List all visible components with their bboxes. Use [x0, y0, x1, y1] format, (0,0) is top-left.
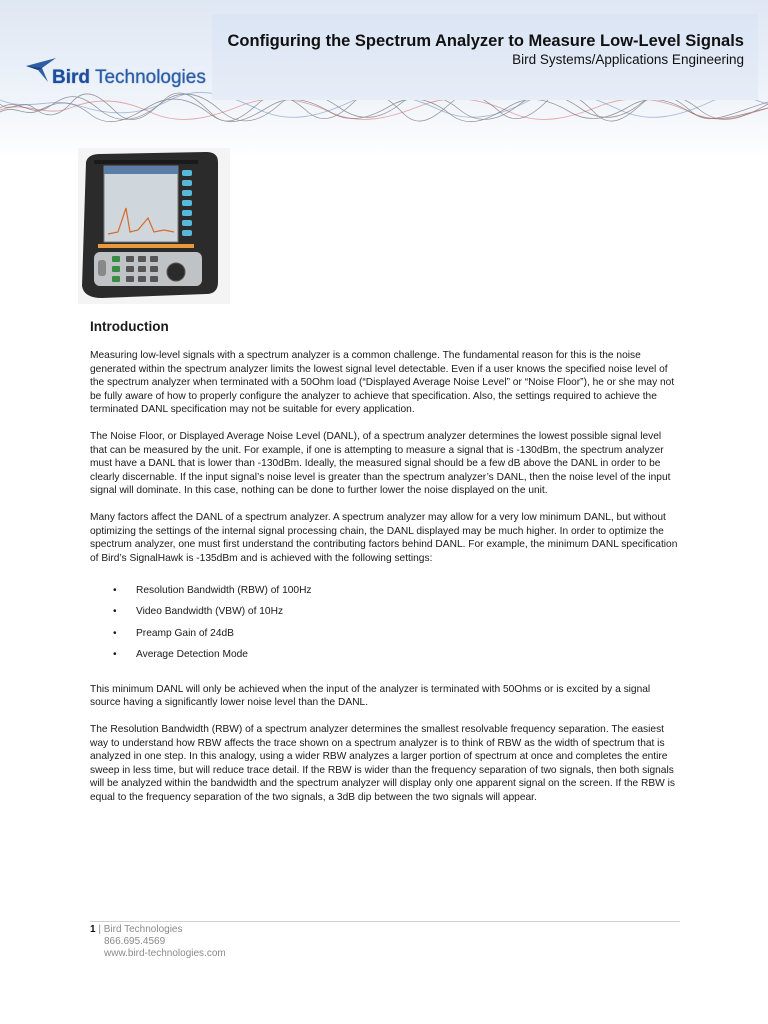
footer-divider [90, 921, 680, 922]
document-title: Configuring the Spectrum Analyzer to Measure Low-Level Signals [227, 32, 744, 50]
paragraph: The Noise Floor, or Displayed Average Noise Level (DANL), of a spectrum analyzer determines the lowest possible signal level that can be measured by the unit. For example, if one is attempting to measure a signal that is -130dBm, the spectrum analyzer must have a DANL that is lower than -130dBm. Ideally, the measured signal should be a few dB above the DANL in order to be clearly discernable. If the input signal’s noise level is greater than the spectrum analyzer’s DANL, then the noise level of the input signal will dominate. In this case, nothing can be done to further lower the noise displayed on the unit. [90, 431, 671, 496]
list-item-text: Average Detection Mode [136, 648, 248, 660]
footer-separator: | [98, 924, 101, 935]
logo-word-bird: Bird [52, 67, 90, 88]
paragraph: Measuring low-level signals with a spectrum analyzer is a common challenge. The fundamental reason for this is the noise generated within the spectrum analyzer limits the lowest signal level detectable. Even if a user knows the specified noise level of the spectrum analyzer when terminated with a 50Ohm load (“Displayed Average Noise Level” or “Noise Floor”), he or she may not be fully aware of how to properly configure the analyzer to achieve that specification. Also, the settings required to achieve the terminated DANL specification may not be suitable for every application. [90, 350, 675, 415]
paragraph: Many factors affect the DANL of a spectrum analyzer. A spectrum analyzer may allow for a very low minimum DANL, but without optimizing the settings of the internal signal processing chain, the DANL displayed may be much higher. In order to optimize the spectrum analyzer, one must first understand the contributing factors behind DANL. For example, the minimum DANL specification of Bird’s SignalHawk is -135dBm and is achieved with the following settings: [90, 512, 678, 564]
paragraph: This minimum DANL will only be achieved when the input of the analyzer is terminated with 50Ohms or is excited by a signal source having a significantly lower noise level than the DANL. [90, 683, 651, 709]
list-item-text: Preamp Gain of 24dB [136, 627, 234, 639]
list-item [90, 605, 680, 626]
bird-technologies-logo [24, 56, 204, 92]
document-body [90, 318, 680, 818]
document-subtitle: Bird Systems/Applications Engineering [512, 52, 744, 67]
paragraph: The Resolution Bandwidth (RBW) of a spectrum analyzer determines the smallest resolvable frequency separation. The easiest way to understand how RBW affects the trace shown on a spectrum analyzer is to think of RBW as the width of spectrum that is analyzed in one step. In this analogy, using a wider RBW analyzes a larger portion of spectrum at once and completes the entire sweep in less time, but will reduce trace detail. If the RBW is wider than the frequency separation of two signals, then both signals will be analyzed within the bandwidth and the spectrum analyzer will display only one apparent signal on the screen. If the RBW is equal to the frequency separation of the two signals, a 3dB dip between the two signals will appear. [90, 724, 675, 803]
settings-list [90, 584, 680, 669]
bullet: • [113, 585, 117, 596]
footer-website: www.bird-technologies.com [104, 948, 226, 959]
list-item [90, 627, 680, 648]
page-number: 1 [90, 924, 96, 935]
page-footer [90, 924, 226, 960]
list-item [90, 584, 680, 605]
logo-word-technologies: Technologies [94, 67, 206, 88]
bullet: • [113, 606, 117, 618]
list-item [90, 648, 680, 669]
page-header [0, 0, 768, 160]
bullet: • [113, 627, 117, 639]
bullet: • [113, 648, 117, 660]
list-item-text: Resolution Bandwidth (RBW) of 100Hz [136, 585, 312, 596]
footer-company: Bird Technologies [103, 924, 183, 935]
section-heading: Introduction [90, 319, 169, 334]
list-item-text: Video Bandwidth (VBW) of 10Hz [136, 606, 284, 618]
logo-wordmark [52, 67, 206, 89]
signalhawk-device-image [78, 148, 230, 304]
footer-phone: 866.695.4569 [104, 936, 166, 947]
